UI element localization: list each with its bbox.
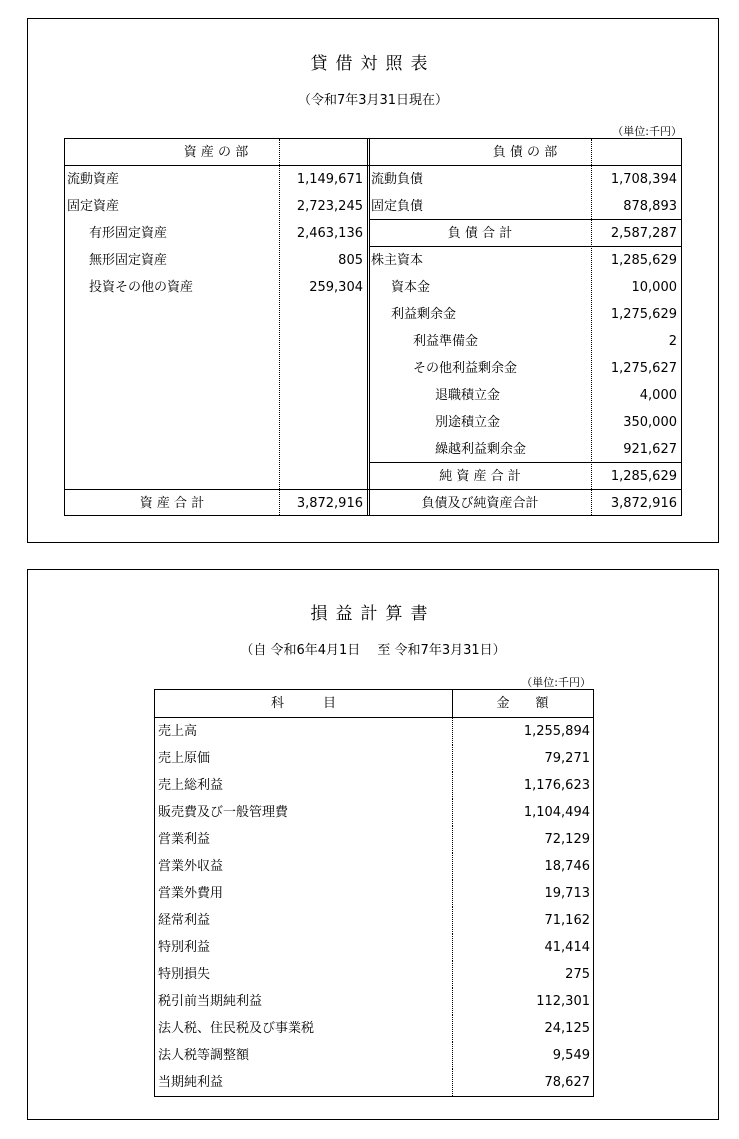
divider (452, 907, 453, 934)
equity-row (369, 355, 681, 382)
liab-equity-total-value: 3,872,916 (610, 496, 677, 511)
row-value: 9,549 (552, 1048, 590, 1063)
liability-label: 固定負債 (371, 199, 424, 214)
row-value: 18,746 (544, 859, 590, 874)
balance-sheet-panel (27, 18, 719, 543)
liability-value: 1,708,394 (610, 172, 677, 187)
equity-label: 資本金 (391, 280, 431, 295)
asset-label: 無形固定資産 (89, 253, 168, 268)
asset-row (65, 193, 367, 220)
row-value: 41,414 (544, 940, 590, 955)
divider (452, 826, 453, 853)
row-value: 71,162 (544, 913, 590, 928)
row-label: 特別損失 (158, 967, 211, 982)
equity-label: その他利益剰余金 (413, 361, 518, 376)
table-row (155, 853, 593, 880)
divider (452, 934, 453, 961)
row-label: 売上高 (158, 724, 198, 739)
table-row (155, 907, 593, 934)
equity-value: 10,000 (631, 280, 677, 295)
liability-value: 878,893 (623, 199, 677, 214)
income-statement-table (154, 689, 594, 1097)
equity-label: 退職積立金 (435, 388, 501, 403)
row-label: 当期純利益 (158, 1075, 224, 1090)
row-label: 特別利益 (158, 940, 211, 955)
row-label: 営業外費用 (158, 886, 224, 901)
assets-header: 資 産 の 部 (183, 145, 249, 160)
equity-value: 350,000 (623, 415, 677, 430)
header-item: 科 目 (270, 696, 336, 711)
table-row (155, 880, 593, 907)
equity-total-row (369, 463, 681, 490)
liability-row (369, 193, 681, 220)
balance-sheet-unit: （単位:千円） (612, 125, 682, 138)
assets-total-value: 3,872,916 (296, 496, 363, 511)
equity-value: 2 (668, 334, 677, 349)
income-statement-panel (27, 569, 719, 1120)
asset-value: 259,304 (309, 280, 363, 295)
equity-row (369, 274, 681, 301)
asset-value: 805 (338, 253, 363, 268)
asset-row (65, 220, 367, 247)
divider (452, 988, 453, 1015)
asset-row (65, 247, 367, 274)
row-label: 営業利益 (158, 832, 211, 847)
liabilities-total-label: 負 債 合 計 (447, 226, 513, 241)
table-row (155, 1069, 593, 1096)
liabilities-total-row (369, 220, 681, 247)
row-value: 78,627 (544, 1075, 590, 1090)
equity-label: 繰越利益剰余金 (435, 442, 527, 457)
equity-value: 4,000 (639, 388, 677, 403)
row-label: 法人税、住民税及び事業税 (158, 1021, 315, 1036)
equity-value: 1,275,627 (610, 361, 677, 376)
divider (452, 1042, 453, 1069)
asset-label: 投資その他の資産 (89, 280, 194, 295)
row-value: 275 (565, 967, 590, 982)
equity-row (369, 328, 681, 355)
table-row (155, 1015, 593, 1042)
equity-total-label: 純 資 産 合 計 (439, 469, 521, 484)
liabilities-total-value: 2,587,287 (610, 226, 677, 241)
assets-header-row (65, 139, 367, 166)
table-row (155, 745, 593, 772)
asset-label: 有形固定資産 (89, 226, 168, 241)
income-statement-period: （自 令和6年4月1日 至 令和7年3月31日） (240, 643, 506, 658)
equity-value: 1,285,629 (610, 253, 677, 268)
divider (367, 139, 368, 515)
row-label: 販売費及び一般管理費 (158, 805, 289, 820)
liabilities-header: 負 債 の 部 (492, 145, 558, 160)
equity-row (369, 409, 681, 436)
balance-sheet-date: （令和7年3月31日現在） (297, 93, 449, 108)
income-statement-unit: （単位:千円） (521, 676, 591, 689)
row-value: 72,129 (544, 832, 590, 847)
table-header-row (155, 690, 593, 718)
balance-sheet-title: 貸借対照表 (310, 54, 436, 74)
divider (452, 718, 453, 745)
asset-value: 2,463,136 (296, 226, 363, 241)
table-row (155, 934, 593, 961)
asset-row (65, 166, 367, 193)
table-row (155, 772, 593, 799)
row-label: 経常利益 (158, 913, 211, 928)
divider (452, 853, 453, 880)
divider (452, 961, 453, 988)
table-row (155, 826, 593, 853)
row-value: 19,713 (544, 886, 590, 901)
equity-row (369, 247, 681, 274)
asset-value: 1,149,671 (296, 172, 363, 187)
equity-value: 921,627 (623, 442, 677, 457)
header-amount: 金 額 (496, 696, 549, 711)
income-statement-title: 損益計算書 (310, 604, 436, 624)
table-row (155, 988, 593, 1015)
row-label: 営業外収益 (158, 859, 224, 874)
divider (452, 880, 453, 907)
row-value: 79,271 (544, 751, 590, 766)
divider (452, 1015, 453, 1042)
table-row (155, 961, 593, 988)
table-row (155, 799, 593, 826)
liability-row (369, 166, 681, 193)
equity-label: 株主資本 (371, 253, 424, 268)
divider (452, 799, 453, 826)
divider (452, 772, 453, 799)
assets-total-label: 資 産 合 計 (139, 496, 205, 511)
equity-row (369, 436, 681, 463)
assets-total-row (65, 490, 367, 517)
equity-total-value: 1,285,629 (610, 469, 677, 484)
row-value: 1,255,894 (523, 724, 590, 739)
equity-value: 1,275,629 (610, 307, 677, 322)
asset-label: 流動資産 (67, 172, 120, 187)
row-label: 売上総利益 (158, 778, 224, 793)
equity-row (369, 301, 681, 328)
liab-equity-total-row (369, 490, 681, 517)
row-label: 売上原価 (158, 751, 211, 766)
table-row (155, 1042, 593, 1069)
liabilities-header-row (369, 139, 681, 166)
divider (452, 1069, 453, 1096)
table-row (155, 718, 593, 745)
liability-label: 流動負債 (371, 172, 424, 187)
asset-row (65, 274, 367, 301)
row-value: 112,301 (536, 994, 590, 1009)
liab-equity-total-label: 負債及び純資産合計 (421, 496, 539, 511)
equity-label: 利益準備金 (413, 334, 479, 349)
row-value: 1,104,494 (523, 805, 590, 820)
divider (452, 745, 453, 772)
row-label: 法人税等調整額 (158, 1048, 250, 1063)
asset-label: 固定資産 (67, 199, 120, 214)
row-label: 税引前当期純利益 (158, 994, 263, 1009)
row-value: 24,125 (544, 1021, 590, 1036)
row-value: 1,176,623 (523, 778, 590, 793)
balance-sheet-table (64, 138, 682, 516)
equity-row (369, 382, 681, 409)
equity-label: 利益剰余金 (391, 307, 457, 322)
equity-label: 別途積立金 (435, 415, 501, 430)
asset-value: 2,723,245 (296, 199, 363, 214)
